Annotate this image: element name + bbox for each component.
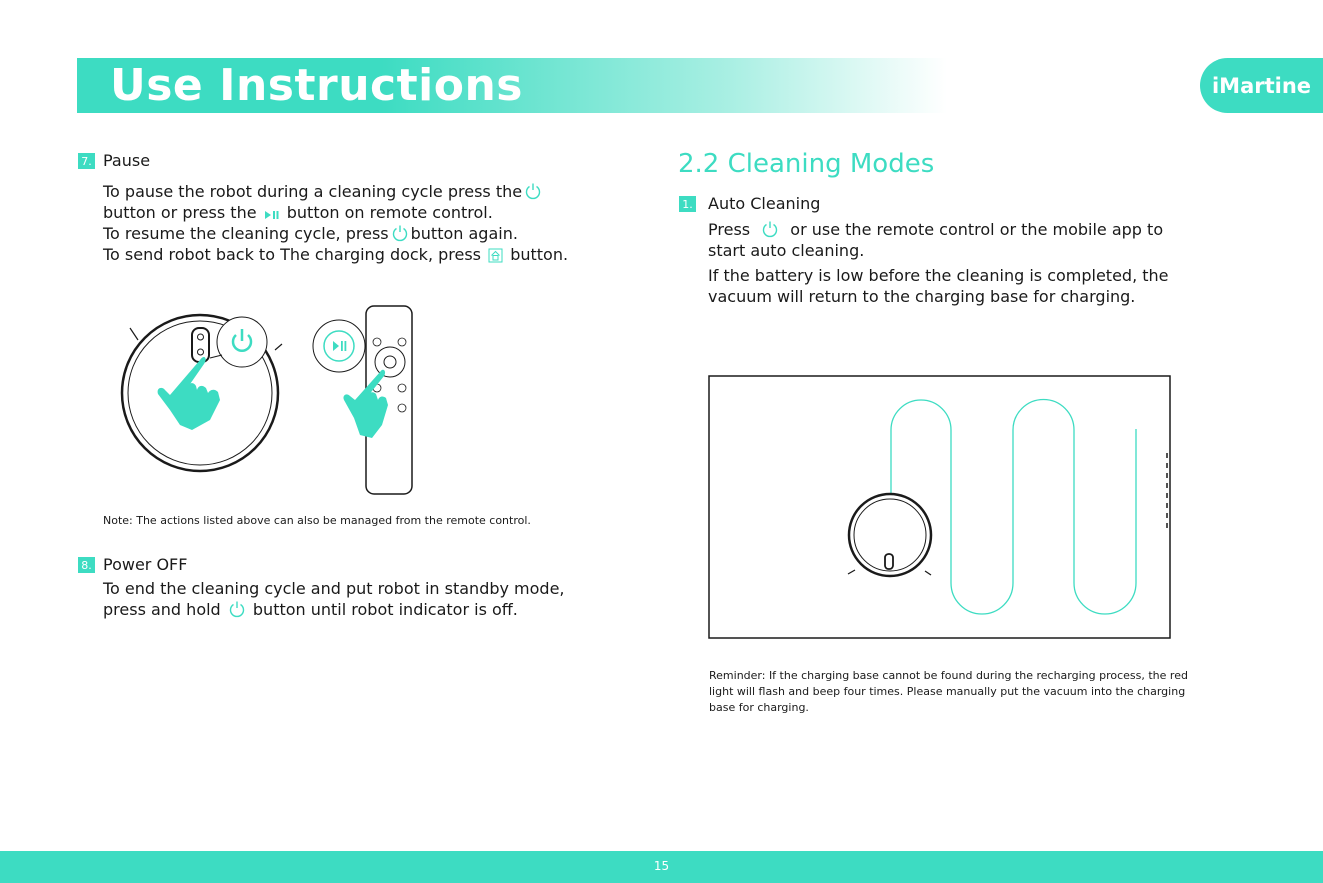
power-icon bbox=[228, 600, 246, 618]
step-number-badge: 8. bbox=[78, 557, 95, 573]
power-off-heading: Power OFF bbox=[103, 555, 188, 574]
power-off-line-2 bbox=[103, 599, 518, 620]
power-icon bbox=[524, 182, 542, 200]
auto-cleaning-heading: Auto Cleaning bbox=[708, 194, 821, 213]
pause-text-3b: button again. bbox=[410, 224, 518, 243]
hand-pointer-illustration bbox=[158, 357, 220, 430]
pause-line-3 bbox=[103, 223, 518, 244]
power-icon bbox=[761, 220, 779, 238]
pause-text-4b: button. bbox=[510, 245, 569, 264]
note-text: Note: The actions listed above can also be managed from the remote control. bbox=[103, 514, 531, 527]
auto-line-3: If the battery is low before the cleaning is completed, the bbox=[708, 266, 1169, 285]
robot-vacuum-illustration bbox=[848, 494, 931, 576]
auto-line-2: start auto cleaning. bbox=[708, 241, 865, 260]
power-off-line-1: To end the cleaning cycle and put robot in standby mode, bbox=[103, 579, 565, 598]
pause-text-2a: button or press the bbox=[103, 203, 257, 222]
play-pause-icon bbox=[264, 209, 280, 221]
pause-text-4a: To send robot back to The charging dock, press bbox=[103, 245, 482, 264]
page-title: Use Instructions bbox=[110, 60, 523, 111]
page-number: 15 bbox=[653, 859, 670, 873]
power-off-text-2a: press and hold bbox=[103, 600, 221, 619]
pause-line-2 bbox=[103, 202, 493, 223]
auto-text-1a: Press bbox=[708, 220, 751, 239]
cleaning-path-diagram bbox=[708, 375, 1172, 639]
auto-line-4: vacuum will return to the charging base for charging. bbox=[708, 287, 1136, 306]
pause-illustration bbox=[110, 300, 430, 500]
step-number-badge: 7. bbox=[78, 153, 95, 169]
home-dock-icon bbox=[488, 248, 503, 263]
power-off-text-2b: button until robot indicator is off. bbox=[252, 600, 518, 619]
reminder-text: Reminder: If the charging base cannot be found during the recharging process, the red light will flash and beep four times. Please manually put the vacuum into the charging base for charging. bbox=[709, 669, 1188, 714]
section-title: 2.2 Cleaning Modes bbox=[678, 149, 935, 179]
brand-logo: iMartine bbox=[1200, 58, 1323, 113]
pause-line-4 bbox=[103, 244, 568, 265]
pause-text-3a: To resume the cleaning cycle, press bbox=[103, 224, 389, 243]
step-number-badge: 1. bbox=[679, 196, 696, 212]
pause-text-1: To pause the robot during a cleaning cycle press the bbox=[103, 182, 523, 201]
pause-text-2b: button on remote control. bbox=[286, 203, 493, 222]
auto-text-1b: or use the remote control or the mobile app to bbox=[790, 220, 1164, 239]
power-icon bbox=[391, 224, 409, 242]
pause-line-1 bbox=[103, 181, 544, 202]
remote-control-illustration bbox=[313, 306, 412, 494]
auto-line-1 bbox=[708, 219, 1163, 240]
pause-heading: Pause bbox=[103, 151, 151, 170]
